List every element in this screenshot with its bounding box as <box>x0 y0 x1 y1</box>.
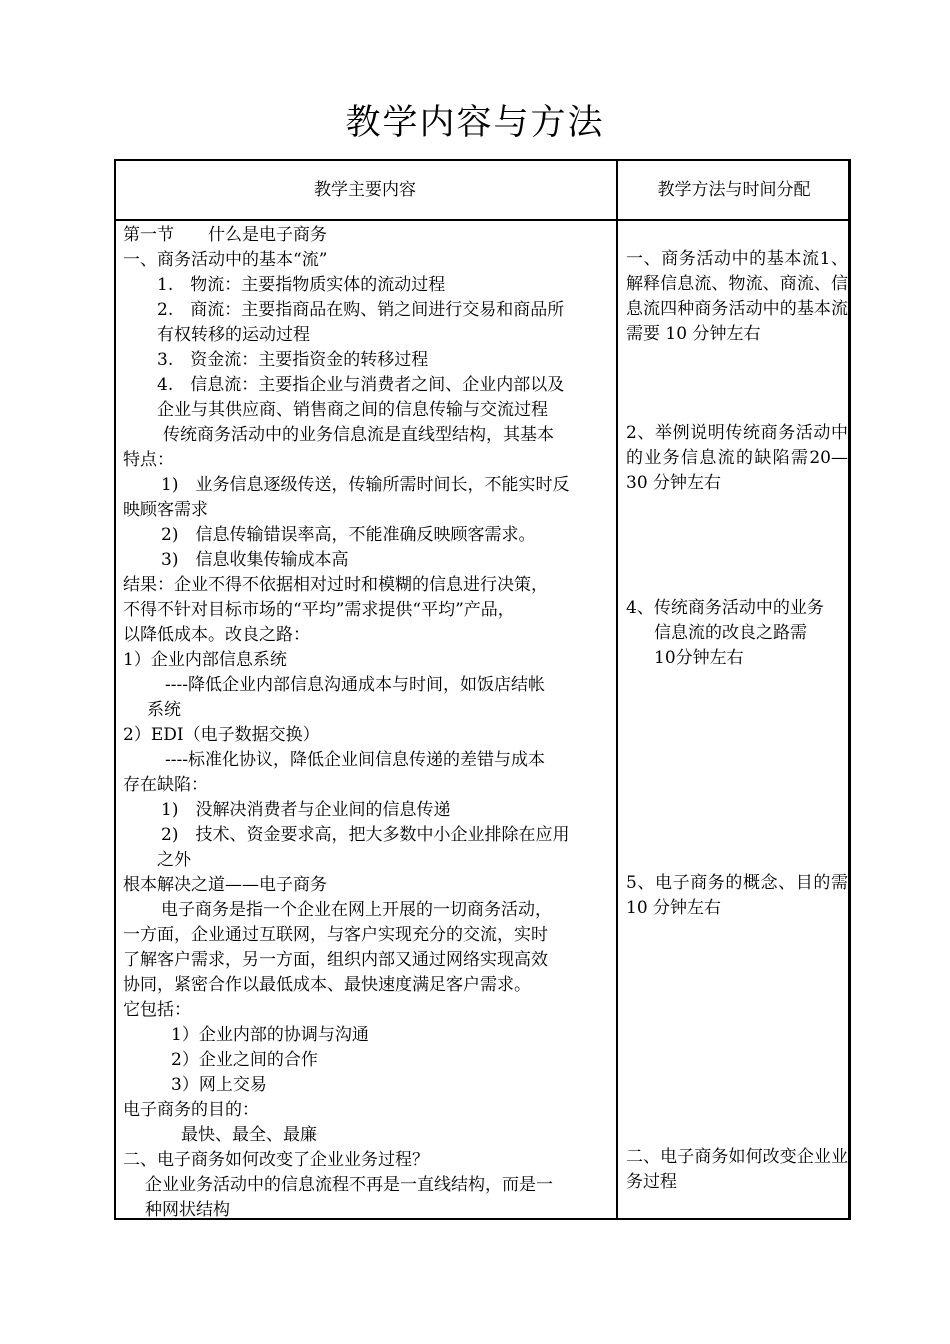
content-line: 2）企业之间的合作 <box>171 1050 318 1070</box>
content-line: 最快、最全、最廉 <box>181 1125 317 1145</box>
content-line: 特点： <box>123 450 174 470</box>
method-block: 10分钟左右 <box>654 648 744 668</box>
content-line: 系统 <box>147 700 181 720</box>
content-line: 2. 商流：主要指商品在购、销之间进行交易和商品所 <box>157 300 565 320</box>
content-line: 传统商务活动中的业务信息流是直线型结构，其基本 <box>163 425 554 445</box>
content-line: 2) 技术、资金要求高，把大多数中小企业排除在应用 <box>161 825 570 845</box>
method-block: 二、电子商务如何改变企业业务过程 <box>626 1147 848 1192</box>
method-block: 信息流的改良之路需 <box>654 623 807 643</box>
content-line: 有权转移的运动过程 <box>157 325 310 345</box>
content-line: 1）企业内部的协调与沟通 <box>171 1025 369 1045</box>
content-line: 1）企业内部信息系统 <box>123 650 287 670</box>
content-line: 4. 信息流：主要指企业与消费者之间、企业内部以及 <box>157 375 565 395</box>
method-block: 5、电子商务的概念、目的需 10 分钟左右 <box>626 873 848 918</box>
content-line: 电子商务是指一个企业在网上开展的一切商务活动， <box>161 900 552 920</box>
content-line: 1. 物流：主要指物质实体的流动过程 <box>157 275 446 295</box>
method-block: 一、商务活动中的基本流1、解释信息流、物流、商流、信息流四种商务活动中的基本流需要 10 分钟左右 <box>626 249 848 344</box>
content-line: 存在缺陷： <box>123 775 208 795</box>
content-line: 1) 业务信息逐级传送，传输所需时间长，不能实时反 <box>161 475 570 495</box>
header-methods: 教学方法与时间分配 <box>657 180 811 200</box>
content-line: 一方面，企业通过互联网，与客户实现充分的交流，实时 <box>123 925 548 945</box>
header-divider <box>114 219 850 221</box>
method-block: 4、传统商务活动中的业务 <box>626 598 824 618</box>
column-divider <box>616 159 618 1220</box>
content-line: 它包括： <box>123 1000 191 1020</box>
content-line: 企业业务活动中的信息流程不再是一直线结构，而是一 <box>145 1175 553 1195</box>
page-title: 教学内容与方法 <box>345 103 605 143</box>
content-line: 1) 没解决消费者与企业间的信息传递 <box>161 800 451 820</box>
content-line: 2) 信息传输错误率高，不能准确反映顾客需求。 <box>161 525 536 545</box>
content-line: 不得不针对目标市场的“平均”需求提供“平均”产品， <box>123 600 515 620</box>
content-line: 一、商务活动中的基本“流” <box>123 250 328 270</box>
method-block: 2、举例说明传统商务活动中的业务信息流的缺陷需20—30 分钟左右 <box>626 423 848 493</box>
content-line: 2）EDI（电子数据交换） <box>123 725 320 745</box>
content-line: 结果：企业不得不依据相对过时和模糊的信息进行决策， <box>123 575 548 595</box>
content-line: 了解客户需求，另一方面，组织内部又通过网络实现高效 <box>123 950 548 970</box>
content-line: 种网状结构 <box>145 1200 230 1220</box>
lesson-table <box>114 159 850 1220</box>
content-line: 根本解决之道——电子商务 <box>123 875 327 895</box>
content-line: 协同，紧密合作以最低成本、最快速度满足客户需求。 <box>123 975 531 995</box>
content-line: ----标准化协议，降低企业间信息传递的差错与成本 <box>165 750 545 770</box>
content-line: 以降低成本。改良之路： <box>123 625 310 645</box>
section-title: 第一节 什么是电子商务 <box>123 225 327 245</box>
content-line: 之外 <box>157 850 191 870</box>
content-line: 3. 资金流：主要指资金的转移过程 <box>157 350 429 370</box>
header-content: 教学主要内容 <box>314 180 416 200</box>
content-line: 3）网上交易 <box>171 1075 267 1095</box>
content-line: 企业与其供应商、销售商之间的信息传输与交流过程 <box>157 400 548 420</box>
content-line: 3) 信息收集传输成本高 <box>161 550 349 570</box>
content-line: 映顾客需求 <box>123 500 208 520</box>
content-line: 二、电子商务如何改变了企业业务过程？ <box>123 1150 429 1170</box>
content-line: 电子商务的目的： <box>123 1100 259 1120</box>
content-line: ----降低企业内部信息沟通成本与时间，如饭店结帐 <box>165 675 545 695</box>
